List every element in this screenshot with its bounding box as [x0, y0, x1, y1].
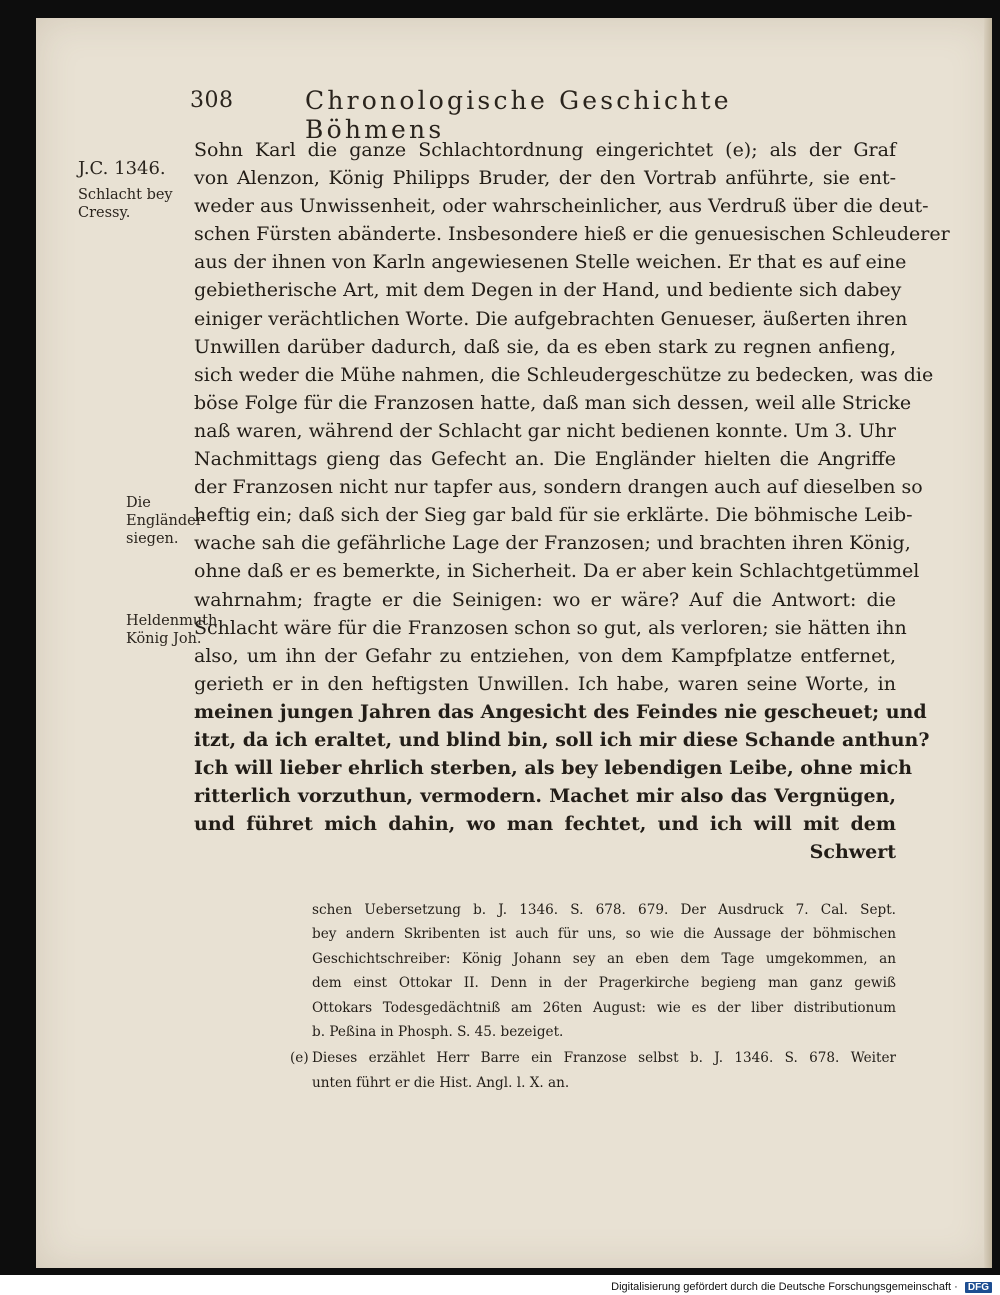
- body-line: einiger verächtlichen Worte. Die aufgebrachten Genueser, äußerten ihren: [194, 307, 908, 330]
- margin-note-year: [78, 158, 196, 180]
- body-line: von Alenzon, König Philipps Bruder, der den Vortrab anführte, sie ent-: [194, 167, 896, 190]
- footnote-line: dem einst Ottokar II. Denn in der Pragerkirche begieng man ganz gewiß: [312, 975, 896, 992]
- catchword: Schwert: [809, 841, 896, 864]
- body-line: sich weder die Mühe nahmen, die Schleudergeschütze zu bedecken, was die: [194, 363, 934, 386]
- footnote-line: schen Uebersetzung b. J. 1346. S. 678. 679. Der Ausdruck 7. Cal. Sept.: [312, 902, 896, 918]
- footnote-line: b. Peßina in Phosph. S. 45. bezeiget.: [312, 1024, 564, 1041]
- main-text-block: [194, 136, 950, 866]
- dfg-logo: DFG: [965, 1282, 992, 1293]
- body-line: wache sah die gefährliche Lage der Franzosen; und brachten ihren König,: [194, 532, 911, 555]
- body-line: wahrnahm; fragte er die Seinigen: wo er wäre? Auf die Antwort: die: [194, 588, 896, 611]
- margin-note-heroism-text: Heldenmuth König Joh.: [126, 613, 218, 647]
- body-line: Ich will lieber ehrlich sterben, als bey lebendigen Leibe, ohne mich: [194, 757, 913, 780]
- footnote-marker: (e): [290, 1050, 309, 1067]
- margin-year: J.C. 1346.: [78, 158, 166, 179]
- body-line: gerieth er in den heftigsten Unwillen. Ich habe, waren seine Worte, in: [194, 672, 896, 695]
- footnote-line: Dieses erzählet Herr Barre ein Franzose selbst b. J. 1346. S. 678. Weiter: [312, 1050, 896, 1067]
- body-line: Sohn Karl die ganze Schlachtordnung eingerichtet (e); als der Graf: [194, 139, 896, 161]
- body-line: meinen jungen Jahren das Angesicht des Feindes nie gescheuet; und: [194, 700, 927, 723]
- footnote-line: Geschichtschreiber: König Johann sey an eben dem Tage umgekommen, an: [312, 950, 896, 967]
- footnote-line: bey andern Skribenten ist auch für uns, so wie die Aussage der böhmischen: [312, 926, 896, 943]
- body-line: Unwillen darüber dadurch, daß sie, da es eben stark zu regnen anfieng,: [194, 335, 896, 358]
- body-line: ritterlich vorzuthun, vermodern. Machet mir also das Vergnügen,: [194, 785, 896, 808]
- body-line: naß waren, während der Schlacht gar nicht bedienen konnte. Um 3. Uhr: [194, 419, 896, 442]
- body-line: weder aus Unwissenheit, oder wahrscheinlicher, aus Verdruß über die deut-: [194, 195, 929, 218]
- body-line: schen Fürsten abänderte. Insbesondere hieß er die genuesischen Schleuderer: [194, 223, 950, 246]
- body-line: Nachmittags gieng das Gefecht an. Die Engländer hielten die Angriffe: [194, 448, 896, 471]
- footnotes: [290, 898, 896, 1095]
- running-head: [190, 86, 790, 144]
- body-line: itzt, da ich eraltet, und blind bin, soll ich mir diese Schande anthun?: [194, 728, 930, 751]
- body-line: ohne daß er es bemerkte, in Sicherheit. Da er aber kein Schlachtgetümmel: [194, 560, 920, 583]
- body-line: der Franzosen nicht nur tapfer aus, sondern drangen auch auf dieselben so: [194, 476, 923, 499]
- digitization-text: Digitalisierung gefördert durch die Deutsche Forschungsgemeinschaft ·: [611, 1281, 958, 1293]
- body-line: heftig ein; daß sich der Sieg gar bald für sie erklärte. Die böhmische Leib-: [194, 504, 913, 527]
- footnote-line: unten führt er die Hist. Angl. l. X. an.: [312, 1074, 570, 1091]
- body-line: also, um ihn der Gefahr zu entziehen, von dem Kampfplatze entfernet,: [194, 644, 896, 667]
- body-line: und führet mich dahin, wo man fechtet, und ich will mit dem: [194, 813, 896, 836]
- body-line: Schlacht wäre für die Franzosen schon so gut, als verloren; sie hätten ihn: [194, 616, 907, 639]
- body-line: gebietherische Art, mit dem Degen in der Hand, und bediente sich dabey: [194, 279, 902, 302]
- body-line: aus der ihnen von Karln angewiesenen Stelle weichen. Er that es auf eine: [194, 251, 907, 274]
- digitization-credit: [611, 1281, 992, 1293]
- page-number: 308: [190, 88, 234, 113]
- margin-note-battle-text: Schlacht bey Cressy.: [78, 187, 173, 221]
- footnote-e: [290, 1046, 896, 1095]
- footnote-line: Ottokars Todesgedächtniß am 26ten August: wie es der liber distributionum: [312, 999, 896, 1016]
- page-edge: [984, 18, 992, 1268]
- margin-note-battle: [78, 186, 182, 222]
- footnote-continued: [312, 898, 896, 1044]
- running-title: Chronologische Geschichte Böhmens: [305, 86, 732, 144]
- margin-note-english-text: Die Engländer siegen.: [126, 495, 203, 547]
- body-line: böse Folge für die Franzosen hatte, daß man sich dessen, weil alle Stricke: [194, 391, 912, 414]
